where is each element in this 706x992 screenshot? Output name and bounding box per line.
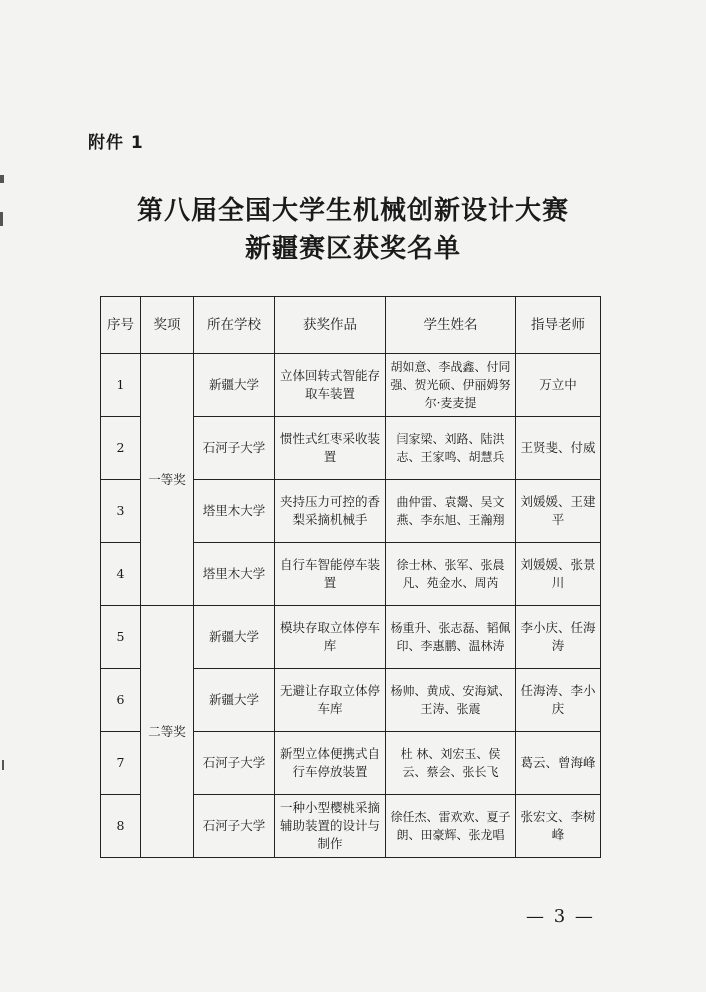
- awards-table: [100, 296, 601, 858]
- prize-cell-first: 一等奖: [141, 354, 194, 606]
- row-work: 模块存取立体停车库: [275, 606, 386, 669]
- row-no: 1: [101, 354, 141, 417]
- row-school: 石河子大学: [194, 795, 275, 858]
- document-subtitle: 新疆赛区获奖名单: [244, 234, 461, 264]
- row-no: 6: [101, 669, 141, 732]
- row-students: 闫家梁、刘路、陆洪志、王家鸣、胡慧兵: [386, 417, 516, 480]
- row-work: 自行车智能停车装置: [275, 543, 386, 606]
- row-students: 杨帅、黄成、安海斌、王涛、张震: [386, 669, 516, 732]
- header-school: 所在学校: [194, 297, 275, 354]
- row-teachers: 刘媛媛、张景川: [516, 543, 601, 606]
- row-school: 新疆大学: [194, 606, 275, 669]
- row-teachers: 万立中: [516, 354, 601, 417]
- header-no: 序号: [101, 297, 141, 354]
- row-no: 5: [101, 606, 141, 669]
- row-no: 8: [101, 795, 141, 858]
- row-students: 杜 林、刘宏玉、侯云、蔡会、张长飞: [386, 732, 516, 795]
- page-number: — 3 —: [526, 906, 595, 927]
- header-work: 获奖作品: [275, 297, 386, 354]
- row-school: 石河子大学: [194, 732, 275, 795]
- header-teachers: 指导老师: [516, 297, 601, 354]
- row-students: 徐任杰、雷欢欢、夏子朗、田豪辉、张龙唱: [386, 795, 516, 858]
- row-students: 胡如意、李战鑫、付同强、贺光硕、伊丽姆努尔·麦麦提: [386, 354, 516, 417]
- row-students: 曲仲雷、袁鬶、吴文燕、李东旭、王瀚翔: [386, 480, 516, 543]
- row-school: 新疆大学: [194, 669, 275, 732]
- row-teachers: 李小庆、任海涛: [516, 606, 601, 669]
- row-school: 塔里木大学: [194, 543, 275, 606]
- scan-edge-mark: [0, 175, 4, 183]
- row-work: 夹持压力可控的香梨采摘机械手: [275, 480, 386, 543]
- table-row: [101, 606, 601, 669]
- scan-edge-mark: [2, 760, 4, 770]
- row-teachers: 刘媛媛、王建平: [516, 480, 601, 543]
- table-header-row: [101, 297, 601, 354]
- row-no: 4: [101, 543, 141, 606]
- attachment-label: 附件 1: [88, 133, 144, 153]
- row-work: 一种小型樱桃采摘辅助装置的设计与制作: [275, 795, 386, 858]
- header-students: 学生姓名: [386, 297, 516, 354]
- header-prize: 奖项: [141, 297, 194, 354]
- prize-cell-second: 二等奖: [141, 606, 194, 858]
- row-school: 石河子大学: [194, 417, 275, 480]
- row-school: 塔里木大学: [194, 480, 275, 543]
- row-teachers: 张宏文、李树峰: [516, 795, 601, 858]
- row-work: 惯性式红枣采收装置: [275, 417, 386, 480]
- row-teachers: 王贤斐、付威: [516, 417, 601, 480]
- row-work: 新型立体便携式自行车停放装置: [275, 732, 386, 795]
- row-teachers: 葛云、曾海峰: [516, 732, 601, 795]
- row-students: 杨重升、张志磊、韬佩印、李惠鹏、温林涛: [386, 606, 516, 669]
- document-title: 第八届全国大学生机械创新设计大赛: [136, 196, 569, 226]
- row-no: 2: [101, 417, 141, 480]
- row-work: 立体回转式智能存取车装置: [275, 354, 386, 417]
- row-work: 无避让存取立体停车库: [275, 669, 386, 732]
- row-no: 3: [101, 480, 141, 543]
- row-students: 徐士林、张军、张晨凡、苑金水、周芮: [386, 543, 516, 606]
- row-teachers: 任海涛、李小庆: [516, 669, 601, 732]
- row-school: 新疆大学: [194, 354, 275, 417]
- table-row: [101, 354, 601, 417]
- row-no: 7: [101, 732, 141, 795]
